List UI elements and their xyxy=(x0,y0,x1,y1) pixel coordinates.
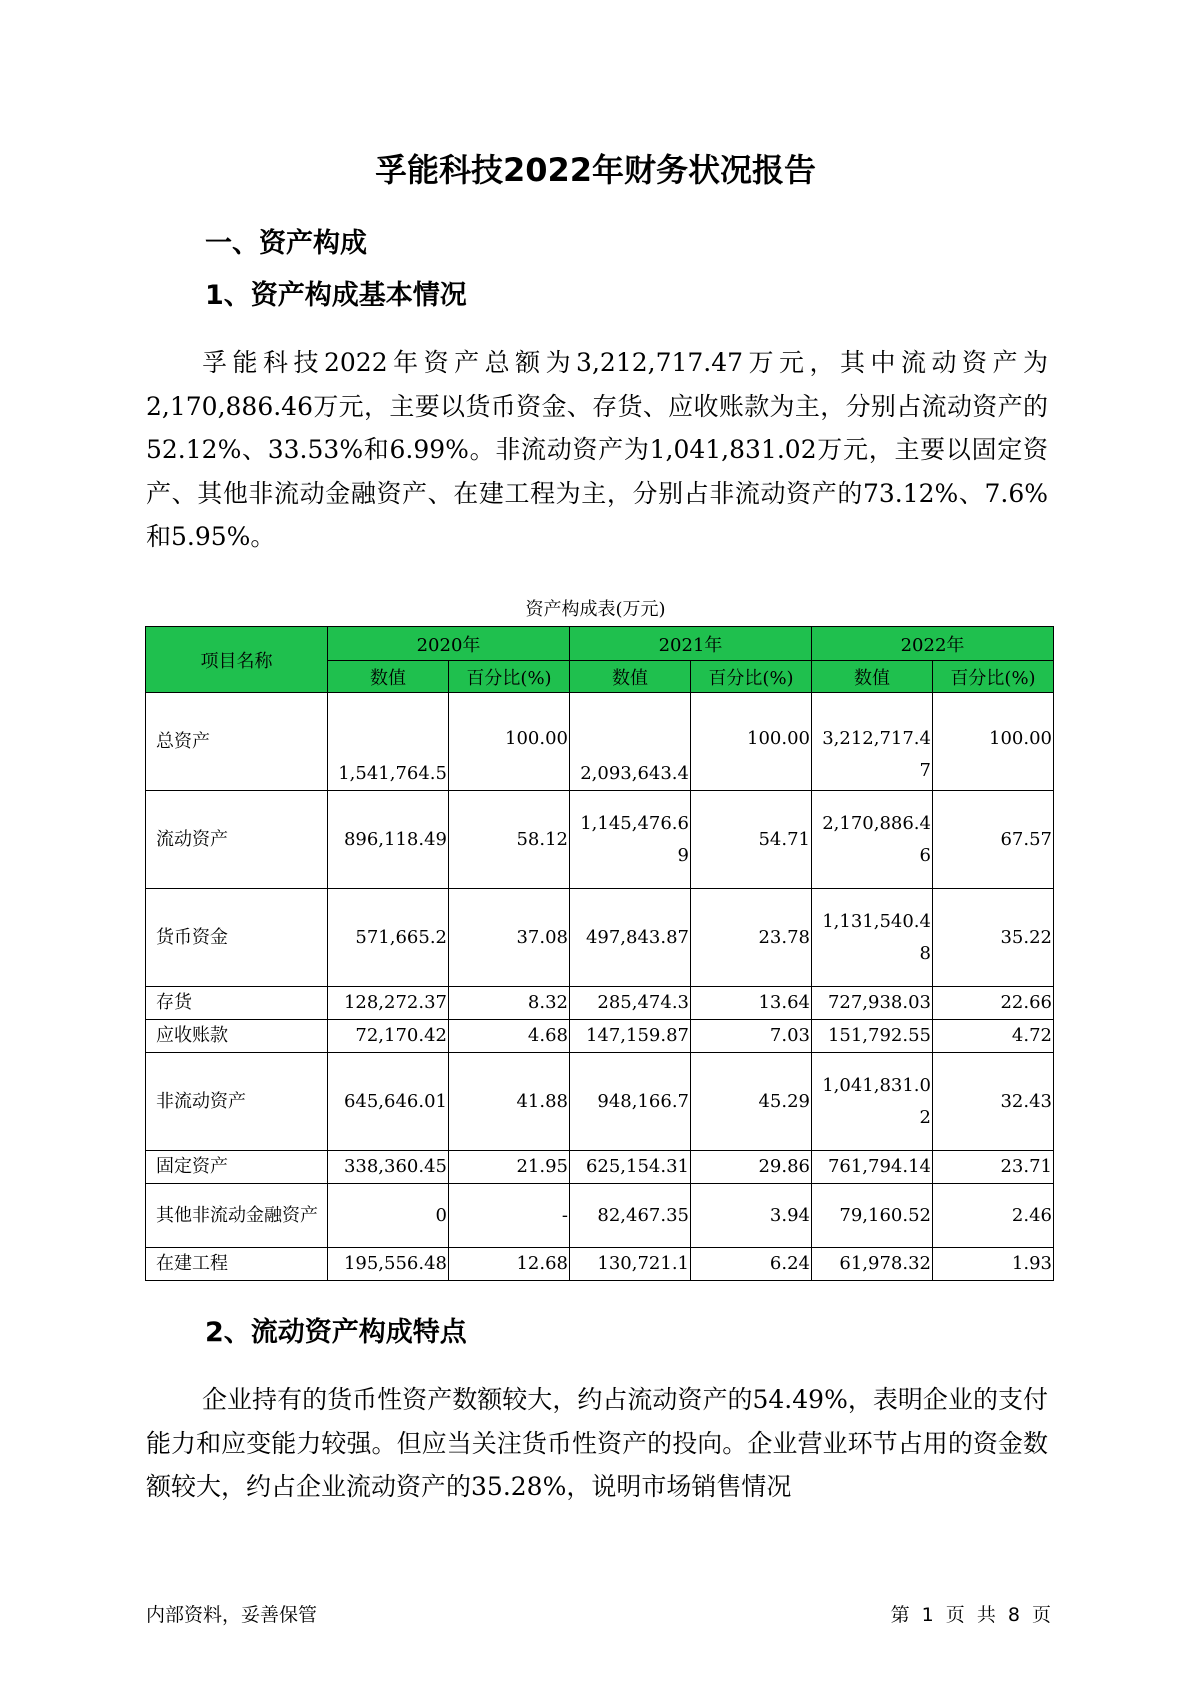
cell-value: 1,145,476.69 xyxy=(570,791,691,889)
cell-percent: 6.24 xyxy=(691,1248,812,1281)
cell-value: 130,721.1 xyxy=(570,1248,691,1281)
cell-percent: 32.43 xyxy=(933,1053,1054,1151)
header-value: 数值 xyxy=(328,661,449,693)
paragraph-current-assets: 企业持有的货币性资产数额较大，约占流动资产的54.49%，表明企业的支付能力和应变能力较强。但应当关注货币性资产的投向。企业营业环节占用的资金数额较大，约占企业流动资产的35.28%，说明市场销售情况 xyxy=(146,1385,1048,1501)
cell-value: 727,938.03 xyxy=(812,987,933,1020)
cell-percent: 7.03 xyxy=(691,1020,812,1053)
cell-value: 1,041,831.02 xyxy=(812,1053,933,1151)
cell-percent: 67.57 xyxy=(933,791,1054,889)
cell-value: 625,154.31 xyxy=(570,1151,691,1184)
cell-percent: 12.68 xyxy=(449,1248,570,1281)
cell-percent: 45.29 xyxy=(691,1053,812,1151)
cell-value: 79,160.52 xyxy=(812,1184,933,1248)
header-value: 数值 xyxy=(570,661,691,693)
cell-percent: 100.00 xyxy=(691,693,812,791)
cell-percent: 23.78 xyxy=(691,889,812,987)
table-row xyxy=(146,693,1054,791)
cell-percent: 41.88 xyxy=(449,1053,570,1151)
cell-value: 645,646.01 xyxy=(328,1053,449,1151)
row-name-other-non-current-financial-assets: 其他非流动金融资产 xyxy=(146,1184,328,1248)
cell-percent: 23.71 xyxy=(933,1151,1054,1184)
cell-percent: 100.00 xyxy=(933,693,1054,791)
cell-value: 3,212,717.47 xyxy=(812,693,933,791)
asset-composition-table xyxy=(145,626,1054,1281)
cell-value: 0 xyxy=(328,1184,449,1248)
cell-value: 82,467.35 xyxy=(570,1184,691,1248)
cell-percent: 21.95 xyxy=(449,1151,570,1184)
cell-value: 61,978.32 xyxy=(812,1248,933,1281)
cell-percent: 13.64 xyxy=(691,987,812,1020)
cell-value: 72,170.42 xyxy=(328,1020,449,1053)
cell-value: 896,118.49 xyxy=(328,791,449,889)
cell-percent: 2.46 xyxy=(933,1184,1054,1248)
cell-percent: 4.72 xyxy=(933,1020,1054,1053)
table-row xyxy=(146,1184,1054,1248)
cell-value: 571,665.2 xyxy=(328,889,449,987)
table-row xyxy=(146,1020,1054,1053)
cell-value: 1,541,764.5 xyxy=(328,693,449,791)
row-name-non-current-assets: 非流动资产 xyxy=(146,1053,328,1151)
cell-percent: 58.12 xyxy=(449,791,570,889)
table-row xyxy=(146,1248,1054,1281)
cell-value: 128,272.37 xyxy=(328,987,449,1020)
table-row xyxy=(146,1053,1054,1151)
cell-value: 195,556.48 xyxy=(328,1248,449,1281)
cell-value: 761,794.14 xyxy=(812,1151,933,1184)
cell-percent: 22.66 xyxy=(933,987,1054,1020)
table-row xyxy=(146,889,1054,987)
row-name-construction-in-progress: 在建工程 xyxy=(146,1248,328,1281)
table-row xyxy=(146,987,1054,1020)
header-percent: 百分比(%) xyxy=(449,661,570,693)
cell-percent: 29.86 xyxy=(691,1151,812,1184)
cell-value: 338,360.45 xyxy=(328,1151,449,1184)
cell-value: 285,474.3 xyxy=(570,987,691,1020)
row-name-accounts-receivable: 应收账款 xyxy=(146,1020,328,1053)
cell-value: 2,093,643.4 xyxy=(570,693,691,791)
header-percent: 百分比(%) xyxy=(933,661,1054,693)
cell-percent: 54.71 xyxy=(691,791,812,889)
cell-percent: 8.32 xyxy=(449,987,570,1020)
cell-percent: 100.00 xyxy=(449,693,570,791)
table-row xyxy=(146,1151,1054,1184)
row-name-monetary-funds: 货币资金 xyxy=(146,889,328,987)
header-year-2021: 2021年 xyxy=(570,627,812,661)
row-name-inventory: 存货 xyxy=(146,987,328,1020)
header-item-name: 项目名称 xyxy=(146,627,328,693)
cell-percent: - xyxy=(449,1184,570,1248)
cell-percent: 37.08 xyxy=(449,889,570,987)
cell-value: 1,131,540.48 xyxy=(812,889,933,987)
document-title: 孚能科技2022年财务状况报告 xyxy=(374,151,817,189)
cell-percent: 1.93 xyxy=(933,1248,1054,1281)
cell-percent: 4.68 xyxy=(449,1020,570,1053)
header-value: 数值 xyxy=(812,661,933,693)
footer-page-number: 第 1 页 共 8 页 xyxy=(890,1604,1051,1626)
cell-value: 151,792.55 xyxy=(812,1020,933,1053)
section-heading-asset-composition: 一、资产构成 xyxy=(205,228,367,259)
cell-value: 497,843.87 xyxy=(570,889,691,987)
row-name-current-assets: 流动资产 xyxy=(146,791,328,889)
cell-value: 2,170,886.46 xyxy=(812,791,933,889)
footer-confidential-note: 内部资料，妥善保管 xyxy=(146,1604,318,1626)
cell-value: 147,159.87 xyxy=(570,1020,691,1053)
header-percent: 百分比(%) xyxy=(691,661,812,693)
header-year-2022: 2022年 xyxy=(812,627,1054,661)
subsection-heading-basic: 1、资产构成基本情况 xyxy=(205,280,467,311)
paragraph-asset-summary: 孚能科技2022年资产总额为3,212,717.47万元，其中流动资产为2,170,886.46万元，主要以货币资金、存货、应收账款为主，分别占流动资产的52.12%、33.53%和6.99%。非流动资产为1,041,831.02万元，主要以固定资产、其他非流动金融资产、在建工程为主，分别占非流动资产的73.12%、7.6%和5.95%。 xyxy=(146,348,1048,551)
header-year-2020: 2020年 xyxy=(328,627,570,661)
row-name-fixed-assets: 固定资产 xyxy=(146,1151,328,1184)
row-name-total-assets: 总资产 xyxy=(146,693,328,791)
table-row xyxy=(146,791,1054,889)
cell-percent: 35.22 xyxy=(933,889,1054,987)
cell-percent: 3.94 xyxy=(691,1184,812,1248)
cell-value: 948,166.7 xyxy=(570,1053,691,1151)
subsection-heading-current-assets: 2、流动资产构成特点 xyxy=(205,1317,467,1348)
table-caption: 资产构成表(万元) xyxy=(525,599,666,620)
